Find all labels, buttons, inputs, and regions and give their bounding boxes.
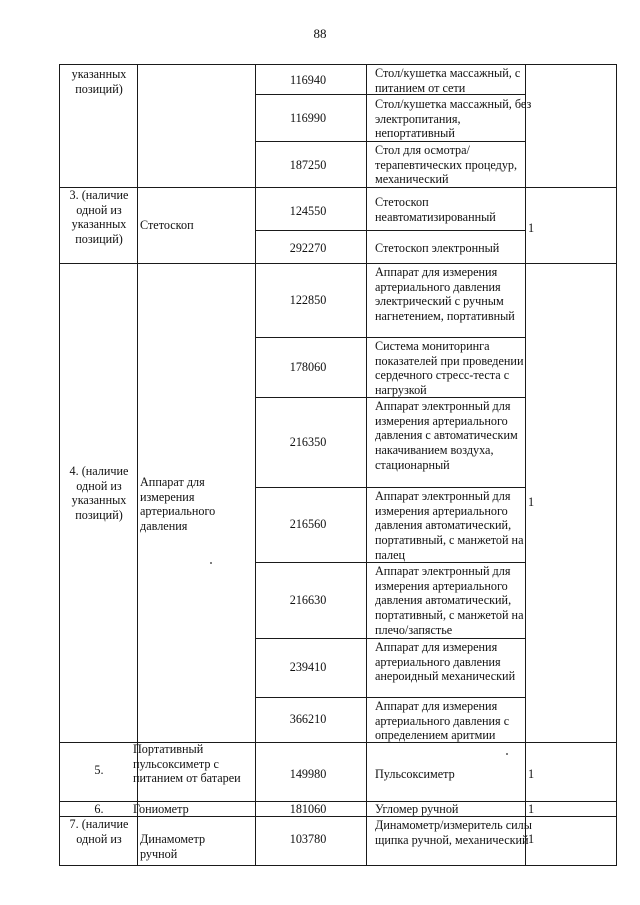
item-divider (256, 230, 525, 231)
item-code: 216350 (289, 435, 327, 449)
scan-speck (506, 753, 508, 755)
equipment-name: Динамометр ручной (140, 832, 206, 861)
page-number: 88 (313, 26, 327, 41)
item-code: 216560 (289, 517, 327, 531)
item-description: Аппарат электронный для измерения артериального давления с автоматическим накачиванием воздуха, стационарный (375, 399, 518, 472)
item-divider (256, 141, 525, 142)
item-code: 187250 (289, 158, 327, 172)
equipment-name: Стетоскоп (140, 218, 194, 232)
item-code: 366210 (289, 712, 327, 726)
item-description: Стол/кушетка массажный, без электропитания, непортативный (375, 97, 532, 141)
item-code: 122850 (289, 293, 327, 307)
item-code: 124550 (289, 204, 327, 218)
row-divider (60, 263, 616, 264)
item-description: Аппарат для измерения артериального давления с определением аритмии (375, 699, 510, 743)
quantity: 1 (528, 495, 535, 509)
item-description: Угломер ручной (375, 802, 459, 816)
item-code: 103780 (289, 832, 327, 846)
item-code: 116990 (289, 111, 327, 125)
item-code: 178060 (289, 360, 327, 374)
item-divider (256, 487, 525, 488)
equipment-table (59, 64, 617, 866)
item-description: Система мониторинга показателей при проведении сердечного стресс-теста с нагрузкой (375, 339, 524, 398)
quantity: 1 (528, 221, 535, 235)
row-number: указанных позиций) (71, 67, 127, 96)
equipment-name: Гониометр (133, 802, 189, 816)
row-number: 4. (наличие одной из указанных позиций) (69, 464, 129, 523)
equipment-name: Портативный пульсоксиметр с питанием от батареи (133, 742, 241, 786)
item-code: 239410 (289, 660, 327, 674)
item-code: 292270 (289, 241, 327, 255)
item-description: Стетоскоп электронный (375, 241, 500, 255)
item-code: 116940 (289, 73, 327, 87)
row-number: 5. (94, 763, 104, 777)
equipment-name: Аппарат для измерения артериального давления (140, 475, 216, 534)
item-divider (256, 697, 525, 698)
item-description: Стол для осмотра/ терапевтических процедур, механический (375, 143, 518, 187)
row-number: 3. (наличие одной из указанных позиций) (69, 188, 129, 247)
item-description: Стол/кушетка массажный, с питанием от сети (375, 66, 521, 95)
item-code: 216630 (289, 593, 327, 607)
item-description: Аппарат для измерения артериального давления анероидный механический (375, 640, 516, 684)
item-description: Аппарат электронный для измерения артериального давления автоматический, портативный, с манжетой на плечо/запястье (375, 564, 524, 637)
column-divider (255, 65, 256, 865)
row-number: 6. (94, 802, 104, 816)
item-divider (256, 337, 525, 338)
quantity: 1 (528, 832, 535, 846)
item-description: Аппарат электронный для измерения артериального давления автоматический, портативный, с манжетой на палец (375, 489, 524, 562)
quantity: 1 (528, 767, 535, 781)
item-code: 181060 (289, 802, 327, 816)
item-divider (256, 638, 525, 639)
item-description: Стетоскоп неавтоматизированный (375, 195, 496, 224)
column-divider (366, 65, 367, 865)
scan-speck (210, 562, 212, 564)
row-divider (60, 187, 616, 188)
quantity: 1 (528, 802, 535, 816)
item-description: Динамометр/измеритель силы щипка ручной, механический (375, 818, 532, 847)
item-code: 149980 (289, 767, 327, 781)
item-description: Пульсоксиметр (375, 767, 455, 781)
row-number: 7. (наличие одной из (69, 817, 129, 846)
item-description: Аппарат для измерения артериального давления электрический с ручным нагнетением, портативный (375, 265, 515, 324)
